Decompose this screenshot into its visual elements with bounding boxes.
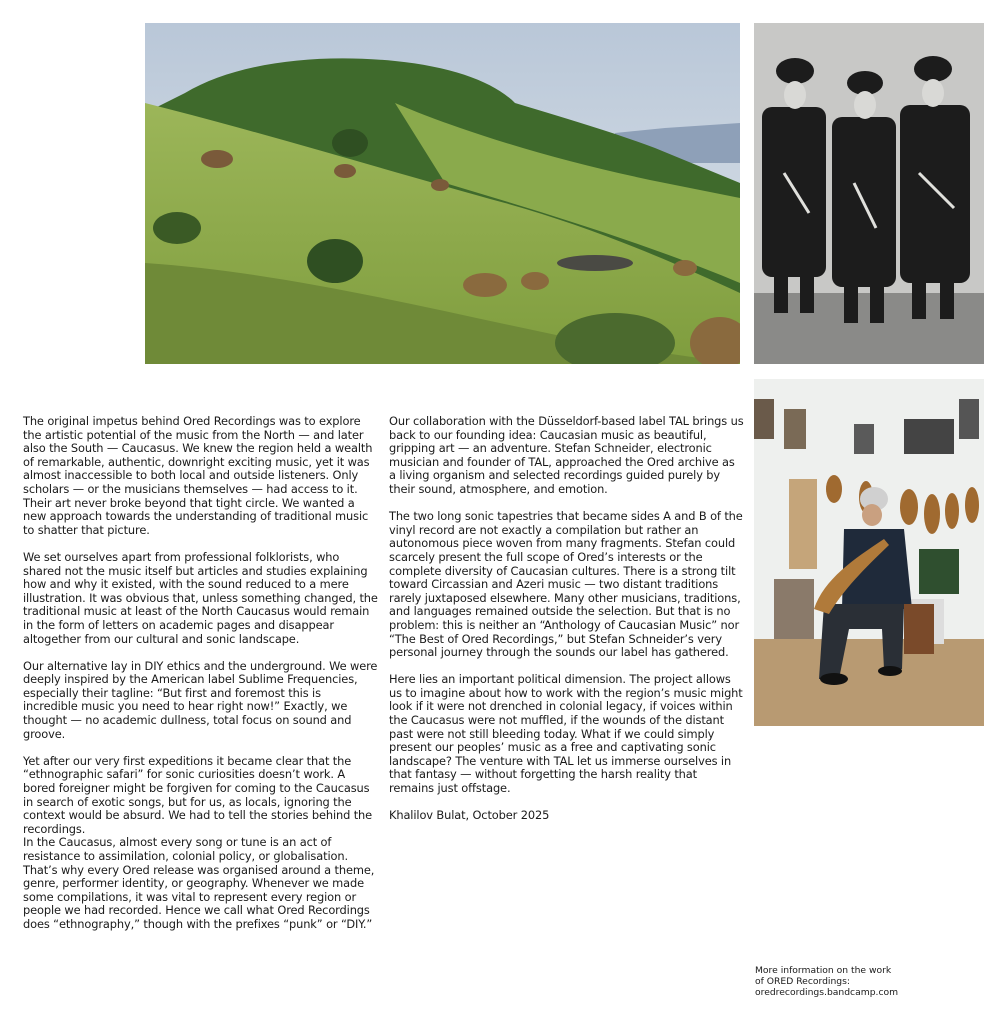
- author-signature: Khalilov Bulat, October 2025: [389, 808, 550, 823]
- paragraph: The original impetus behind Ored Recordings was to explore the artistic potential of the music from the North — and later also the South — Caucasus. We knew the region held a wealth of remarkable, authentic, downright exciting music, yet it was almost inaccessible to both local and outside listeners. Only scholars — or the musicians themselves — had access to it. Their art never broke beyond that tight circle. We wanted a new approach towards the understanding of traditional music to shatter that picture.: [23, 414, 373, 537]
- paragraph: In the Caucasus, almost every song or tune is an act of resistance to assimilation, colonial policy, or globalisation. That’s why every Ored release was organised around a theme, genre, performer identity, or geography. Whenever we made some compilations, it was vital to represent every region or people we had recorded. Hence we call what Ored Recordings does “ethnography,” though with the prefixes “punk” or “DIY.”: [23, 835, 375, 931]
- footer-line: of ORED Recordings:: [755, 976, 851, 987]
- paragraph: We set ourselves apart from professional folklorists, who shared not the music itself but articles and studies explaining how and why it existed, with the sound reduced to a mere illustration. It was obvious that, unless something changed, the traditional music at least of the North Caucasus would remain in the form of letters on academic pages and disappear altogether from our cultural and sonic landscape.: [23, 549, 378, 646]
- landscape-photo: [145, 23, 740, 364]
- musician-interior-photo: [754, 379, 984, 726]
- paragraph: Our collaboration with the Düsseldorf-based label TAL brings us back to our founding idea: Caucasian music as beautiful, gripping art — an adventure. Stefan Schneider, electronic musician and founder of TAL, approached the Ored archive as a living organism and selected recordings guided purely by their sound, atmosphere, and emotion.: [389, 414, 744, 496]
- article-column-left: [23, 415, 379, 945]
- paragraph: The two long sonic tapestries that became sides A and B of the vinyl record are not exactly a compilation but rather an autonomous piece woven from many fragments. Stefan could scarcely present the full scope of Ored’s interests or the complete diversity of Caucasian cultures. There is a strong tilt toward Circassian and Azeri music — two distant traditions rarely juxtaposed elsewhere. Many other musicians, traditions, and languages remained outside the selection. But that is no problem: this is neither an “Anthology of Caucasian Music” nor “The Best of Ored Recordings,” but Stefan Schneider’s very personal journey through the sounds our label has gathered.: [389, 509, 743, 660]
- footer-line: More information on the work: [755, 965, 892, 976]
- footer-note: [755, 965, 995, 998]
- article-column-right: [389, 415, 744, 836]
- archival-portrait-photo: [754, 23, 984, 364]
- paragraph: Yet after our very first expeditions it became clear that the “ethnographic safari” for sonic curiosities doesn’t work. A bored foreigner might be forgiven for coming to the Caucasus in search of exotic songs, but for us, as locals, ignoring the context would be absurd. We had to tell the stories behind the recordings.: [23, 753, 373, 836]
- paragraph: Here lies an important political dimension. The project allows us to imagine about how to work with the region’s music might look if it were not drenched in colonial legacy, if voices within the Caucasus were not muffled, if the wounds of the distant past were not still bleeding today. What if we could simply present our peoples’ music as a free and captivating sonic landscape? The venture with TAL let us immerse ourselves in that fantasy — without forgetting the harsh reality that remains just offstage.: [389, 672, 743, 796]
- paragraph: Our alternative lay in DIY ethics and the underground. We were deeply inspired by the American label Sublime Frequencies, especially their tagline: “But first and foremost this is incredible music you need to hear right now!” Exactly, we thought — no academic dullness, total focus on sound and groove.: [23, 658, 378, 741]
- bandcamp-link[interactable]: oredrecordings.bandcamp.com: [755, 987, 899, 998]
